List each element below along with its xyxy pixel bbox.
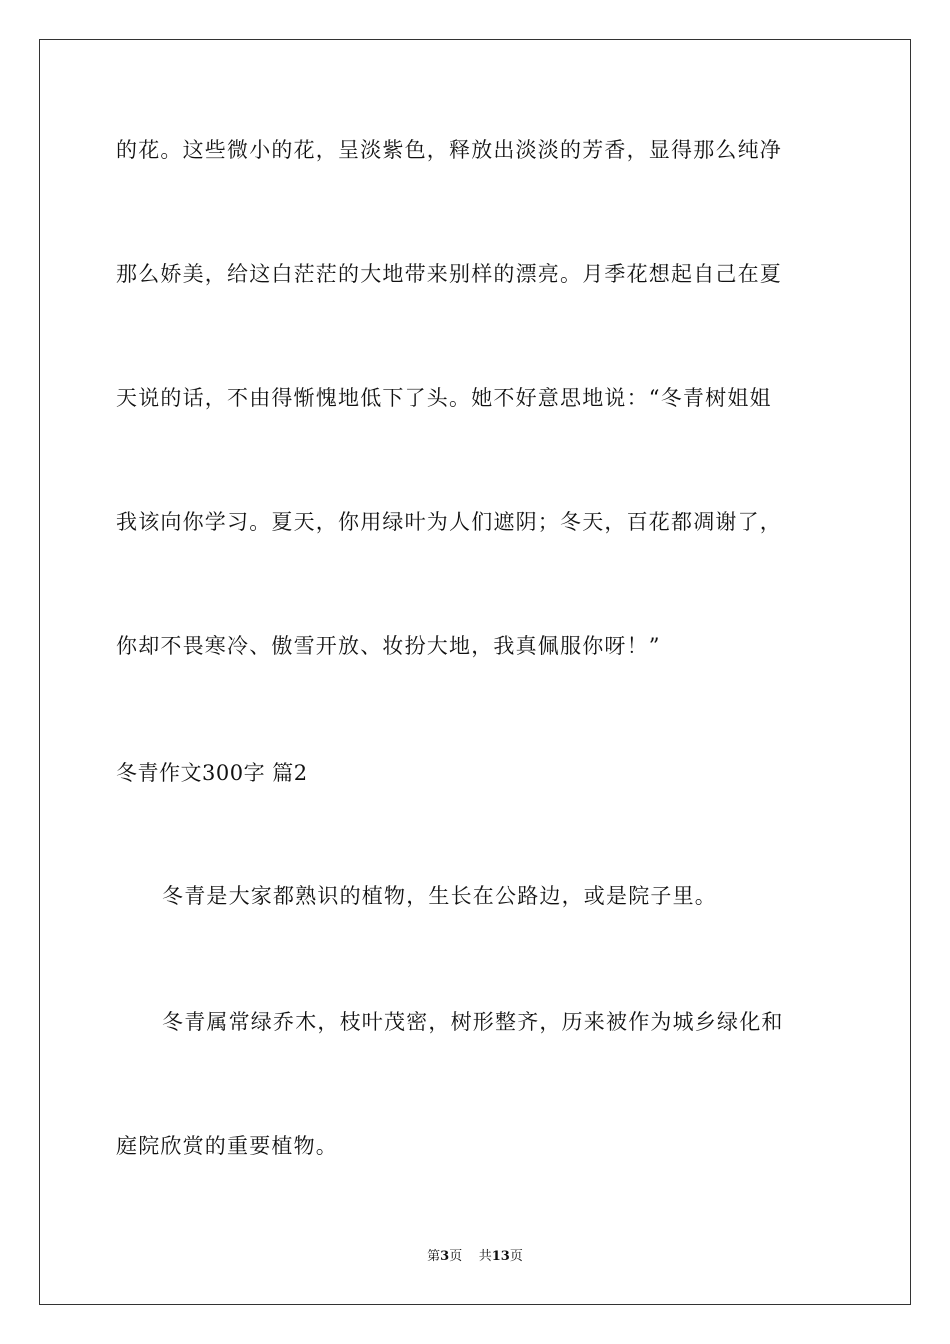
footer-page-prefix: 第 (427, 1249, 441, 1264)
section-heading: 冬青作文300字 篇2 (116, 761, 308, 785)
body-line-3: 天说的话，不由得惭愧地低下了头。她不好意思地说：“冬青树姐姐 (116, 386, 772, 410)
paragraph-1: 冬青是大家都熟识的植物，生长在公路边，或是院子里。 (162, 884, 717, 908)
footer-total-pages: 13 (491, 1249, 510, 1264)
paragraph-2-line-1: 冬青属常绿乔木，枝叶茂密，树形整齐，历来被作为城乡绿化和 (162, 1010, 784, 1034)
page-footer (0, 1248, 950, 1266)
footer-page-number: 3 (440, 1249, 450, 1264)
footer-total-prefix: 共 (478, 1249, 492, 1264)
body-line-4: 我该向你学习。夏天，你用绿叶为人们遮阴；冬天，百花都凋谢了， (116, 510, 782, 534)
body-line-1: 的花。这些微小的花，呈淡紫色，释放出淡淡的芳香，显得那么纯净 (116, 138, 782, 162)
page-frame (39, 39, 911, 1305)
footer-total-suffix: 页 (509, 1249, 523, 1264)
paragraph-2-line-2: 庭院欣赏的重要植物。 (116, 1134, 338, 1158)
body-line-5: 你却不畏寒冷、傲雪开放、妆扮大地，我真佩服你呀！” (116, 634, 661, 658)
footer-page-suffix: 页 (449, 1249, 463, 1264)
body-line-2: 那么娇美，给这白茫茫的大地带来别样的漂亮。月季花想起自己在夏 (116, 262, 782, 286)
